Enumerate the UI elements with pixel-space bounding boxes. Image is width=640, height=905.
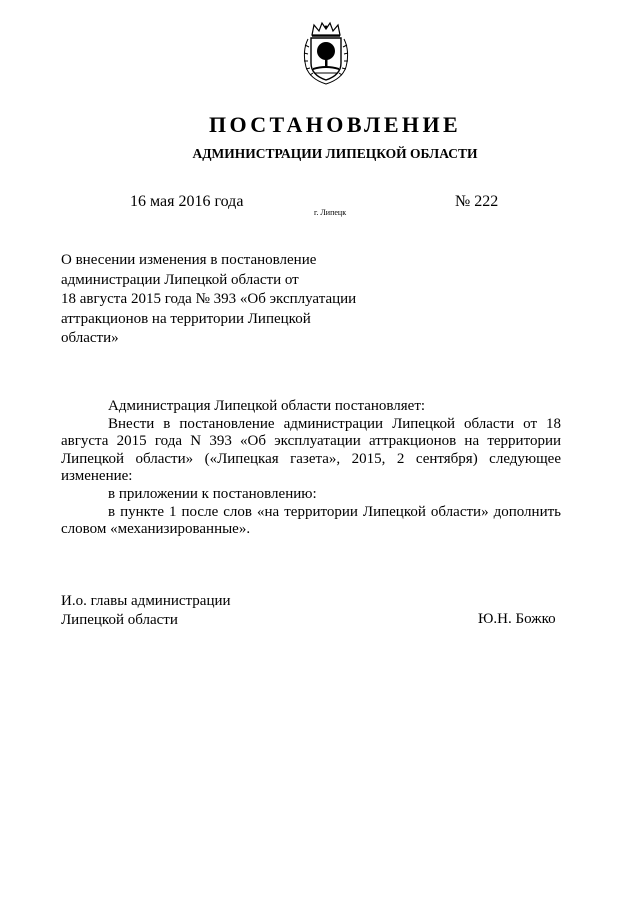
signature-position	[61, 592, 231, 630]
document-subtitle: АДМИНИСТРАЦИИ ЛИПЕЦКОЙ ОБЛАСТИ	[192, 146, 478, 161]
body-paragraph: Внести в постановление администрации Липецкой области от 18 августа 2015 года N 393 «Об эксплуатации аттракционов на территории Липецкой области» («Липецкая газета», 2015, 2 сентября) следующее изменение:	[61, 415, 561, 485]
document-subject	[61, 251, 381, 349]
subject-line: администрации Липецкой области от	[61, 271, 299, 288]
body-paragraph: в пункте 1 после слов «на территории Липецкой области» дополнить словом «механизированные».	[61, 503, 561, 538]
body-paragraph: в приложении к постановлению:	[108, 485, 317, 502]
document-title: ПОСТАНОВЛЕНИЕ	[208, 112, 462, 137]
subject-line: аттракционов на территории Липецкой	[61, 310, 311, 327]
coat-of-arms-icon	[300, 21, 352, 87]
signature-position-line: И.о. главы администрации	[61, 593, 231, 609]
document-date: 16 мая 2016 года	[130, 193, 244, 210]
document-city: г. Липецк	[314, 208, 347, 217]
emblem	[300, 21, 352, 87]
subject-line: 18 августа 2015 года № 393 «Об эксплуатации	[61, 291, 357, 307]
document-body	[61, 398, 561, 539]
signature-name: Ю.Н. Божко	[478, 611, 556, 627]
body-paragraph: Администрация Липецкой области постановляет:	[108, 398, 426, 414]
signature-position-line: Липецкой области	[61, 612, 178, 628]
subject-line: области»	[61, 330, 119, 346]
document-number: № 222	[455, 193, 499, 210]
subject-line: О внесении изменения в постановление	[61, 252, 317, 268]
